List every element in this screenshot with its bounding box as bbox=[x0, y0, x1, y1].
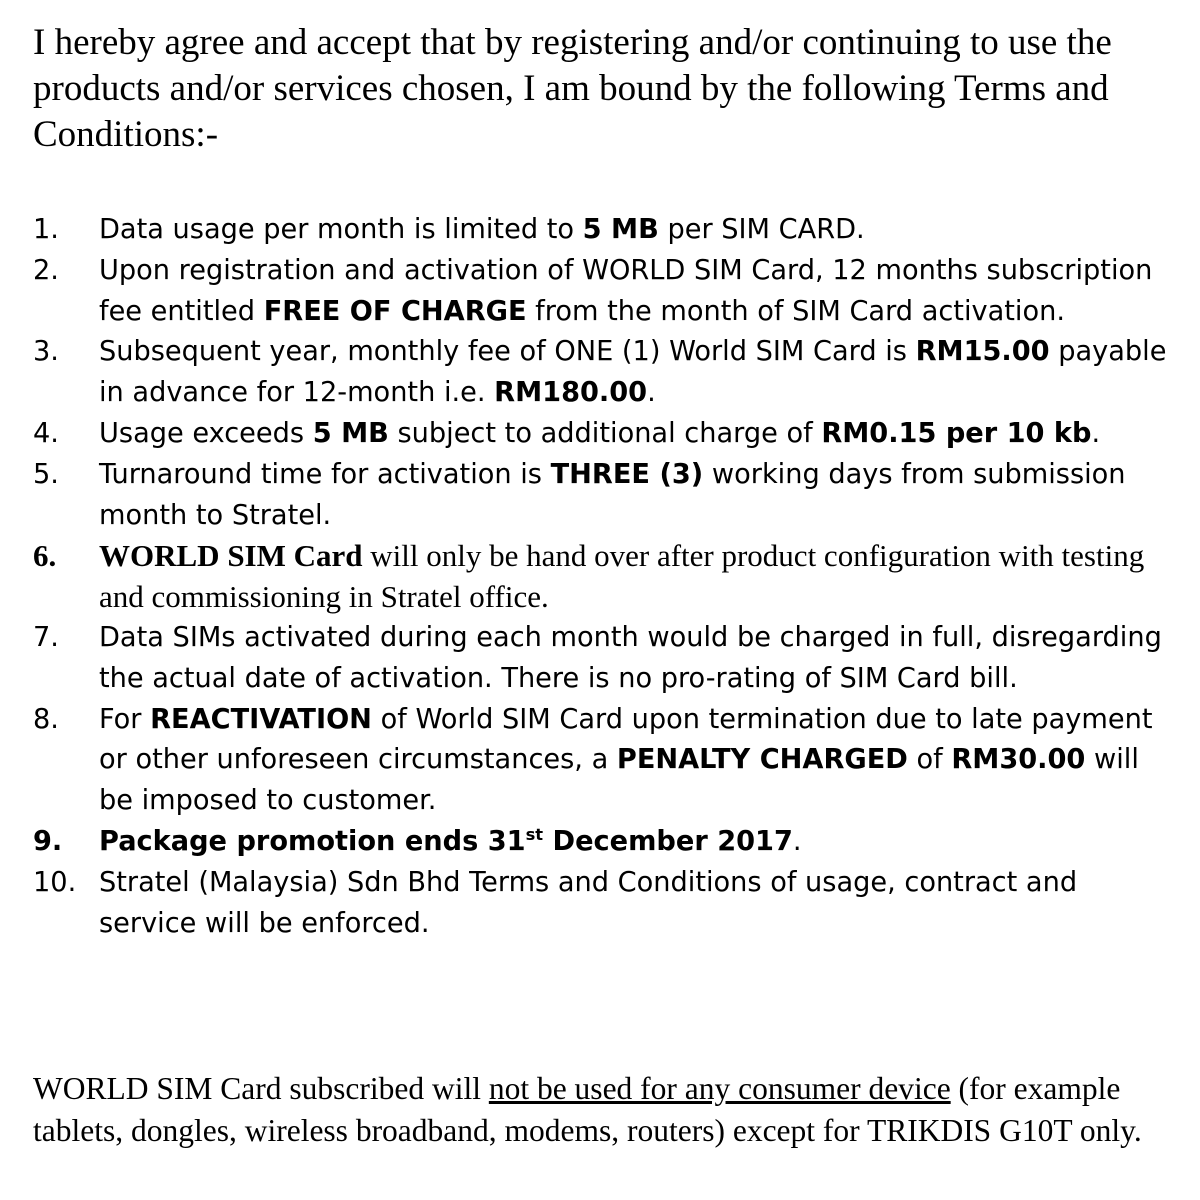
term-text: payable in advance for 12-month i.e. bbox=[99, 336, 1167, 409]
term-text: from the month of SIM Card activation. bbox=[526, 295, 1065, 327]
closing-paragraph bbox=[33, 1068, 1183, 1152]
term-number: 9. bbox=[33, 825, 63, 857]
term-bold-text: RM30.00 bbox=[951, 744, 1086, 776]
term-bold-text: Package promotion ends 31 bbox=[99, 825, 526, 857]
term-bold-text: 5 MB bbox=[582, 214, 659, 245]
term-item-1 bbox=[33, 210, 1173, 251]
term-number: 7. bbox=[33, 621, 59, 653]
closing-text: WORLD SIM Card subscribed will bbox=[33, 1071, 489, 1106]
term-bold-text: 5 MB bbox=[312, 417, 389, 449]
term-bold-text: RM15.00 bbox=[915, 336, 1050, 368]
term-number: 6. bbox=[33, 538, 57, 574]
term-number: 10. bbox=[33, 866, 77, 898]
term-number: 2. bbox=[33, 254, 59, 286]
term-number: 1. bbox=[33, 214, 59, 245]
term-item-7 bbox=[33, 618, 1173, 700]
term-item-2 bbox=[33, 251, 1173, 333]
term-item-8 bbox=[33, 700, 1173, 822]
term-text: Upon registration and activation of WORLD SIM Card, 12 months subscription fee entitled bbox=[99, 254, 1153, 327]
term-text: working days from submission month to Stratel. bbox=[99, 458, 1126, 531]
term-item-5 bbox=[33, 455, 1173, 537]
term-item-6 bbox=[33, 536, 1173, 618]
closing-text: (for example tablets, dongles, wireless broadband, modems, routers) except for TRIKDIS G10T only. bbox=[33, 1071, 1142, 1148]
term-text: will only be hand over after product configuration with testing and commissioning in Stratel office. bbox=[99, 538, 1145, 615]
term-text: Data SIMs activated during each month would be charged in full, disregarding the actual date of activation. There is no pro-rating of SIM Card bill. bbox=[99, 621, 1162, 694]
term-bold-text: December 2017 bbox=[543, 825, 793, 857]
term-text: Data usage per month is limited to bbox=[99, 214, 583, 245]
term-bold-text: RM0.15 per 10 kb bbox=[821, 417, 1092, 449]
term-number: 8. bbox=[33, 703, 59, 735]
intro-paragraph: I hereby agree and accept that by registering and/or continuing to use the products and/or services chosen, I am bound by the following Terms and Conditions:- bbox=[33, 22, 1112, 155]
term-item-4 bbox=[33, 414, 1173, 455]
term-text: Subsequent year, monthly fee of ONE (1) World SIM Card is bbox=[99, 336, 916, 368]
term-bold-text: WORLD SIM Card bbox=[99, 538, 363, 574]
term-text: subject to additional charge of bbox=[388, 417, 822, 449]
term-item-10 bbox=[33, 863, 1173, 945]
term-text: . bbox=[647, 377, 656, 409]
term-text: For bbox=[99, 703, 151, 735]
term-number: 4. bbox=[33, 417, 59, 449]
ordinal-suffix: st bbox=[525, 824, 544, 844]
term-bold-text: THREE (3) bbox=[550, 458, 704, 490]
term-number: 5. bbox=[33, 458, 59, 490]
term-number: 3. bbox=[33, 336, 59, 368]
closing-underlined-text: not be used for any consumer device bbox=[488, 1071, 951, 1106]
term-item-9 bbox=[33, 822, 1173, 863]
term-bold-text: FREE OF CHARGE bbox=[263, 295, 527, 327]
term-bold-text: PENALTY CHARGED bbox=[616, 744, 908, 776]
term-text: of World SIM Card upon termination due to late payment or other unforeseen circumstances, a bbox=[99, 703, 1153, 776]
terms-list bbox=[33, 210, 1173, 944]
term-text: . bbox=[1091, 417, 1101, 449]
term-bold-text: REACTIVATION bbox=[150, 703, 372, 735]
term-text: Stratel (Malaysia) Sdn Bhd Terms and Conditions of usage, contract and service will be enforced. bbox=[99, 866, 1078, 939]
term-text: of bbox=[907, 744, 952, 776]
term-text: per SIM CARD. bbox=[658, 214, 865, 245]
term-text: . bbox=[792, 825, 802, 857]
term-text: Usage exceeds bbox=[99, 417, 313, 449]
term-bold-text: RM180.00 bbox=[494, 377, 648, 409]
term-text: Turnaround time for activation is bbox=[99, 458, 551, 490]
term-text: will be imposed to customer. bbox=[99, 744, 1139, 817]
term-item-3 bbox=[33, 332, 1173, 414]
